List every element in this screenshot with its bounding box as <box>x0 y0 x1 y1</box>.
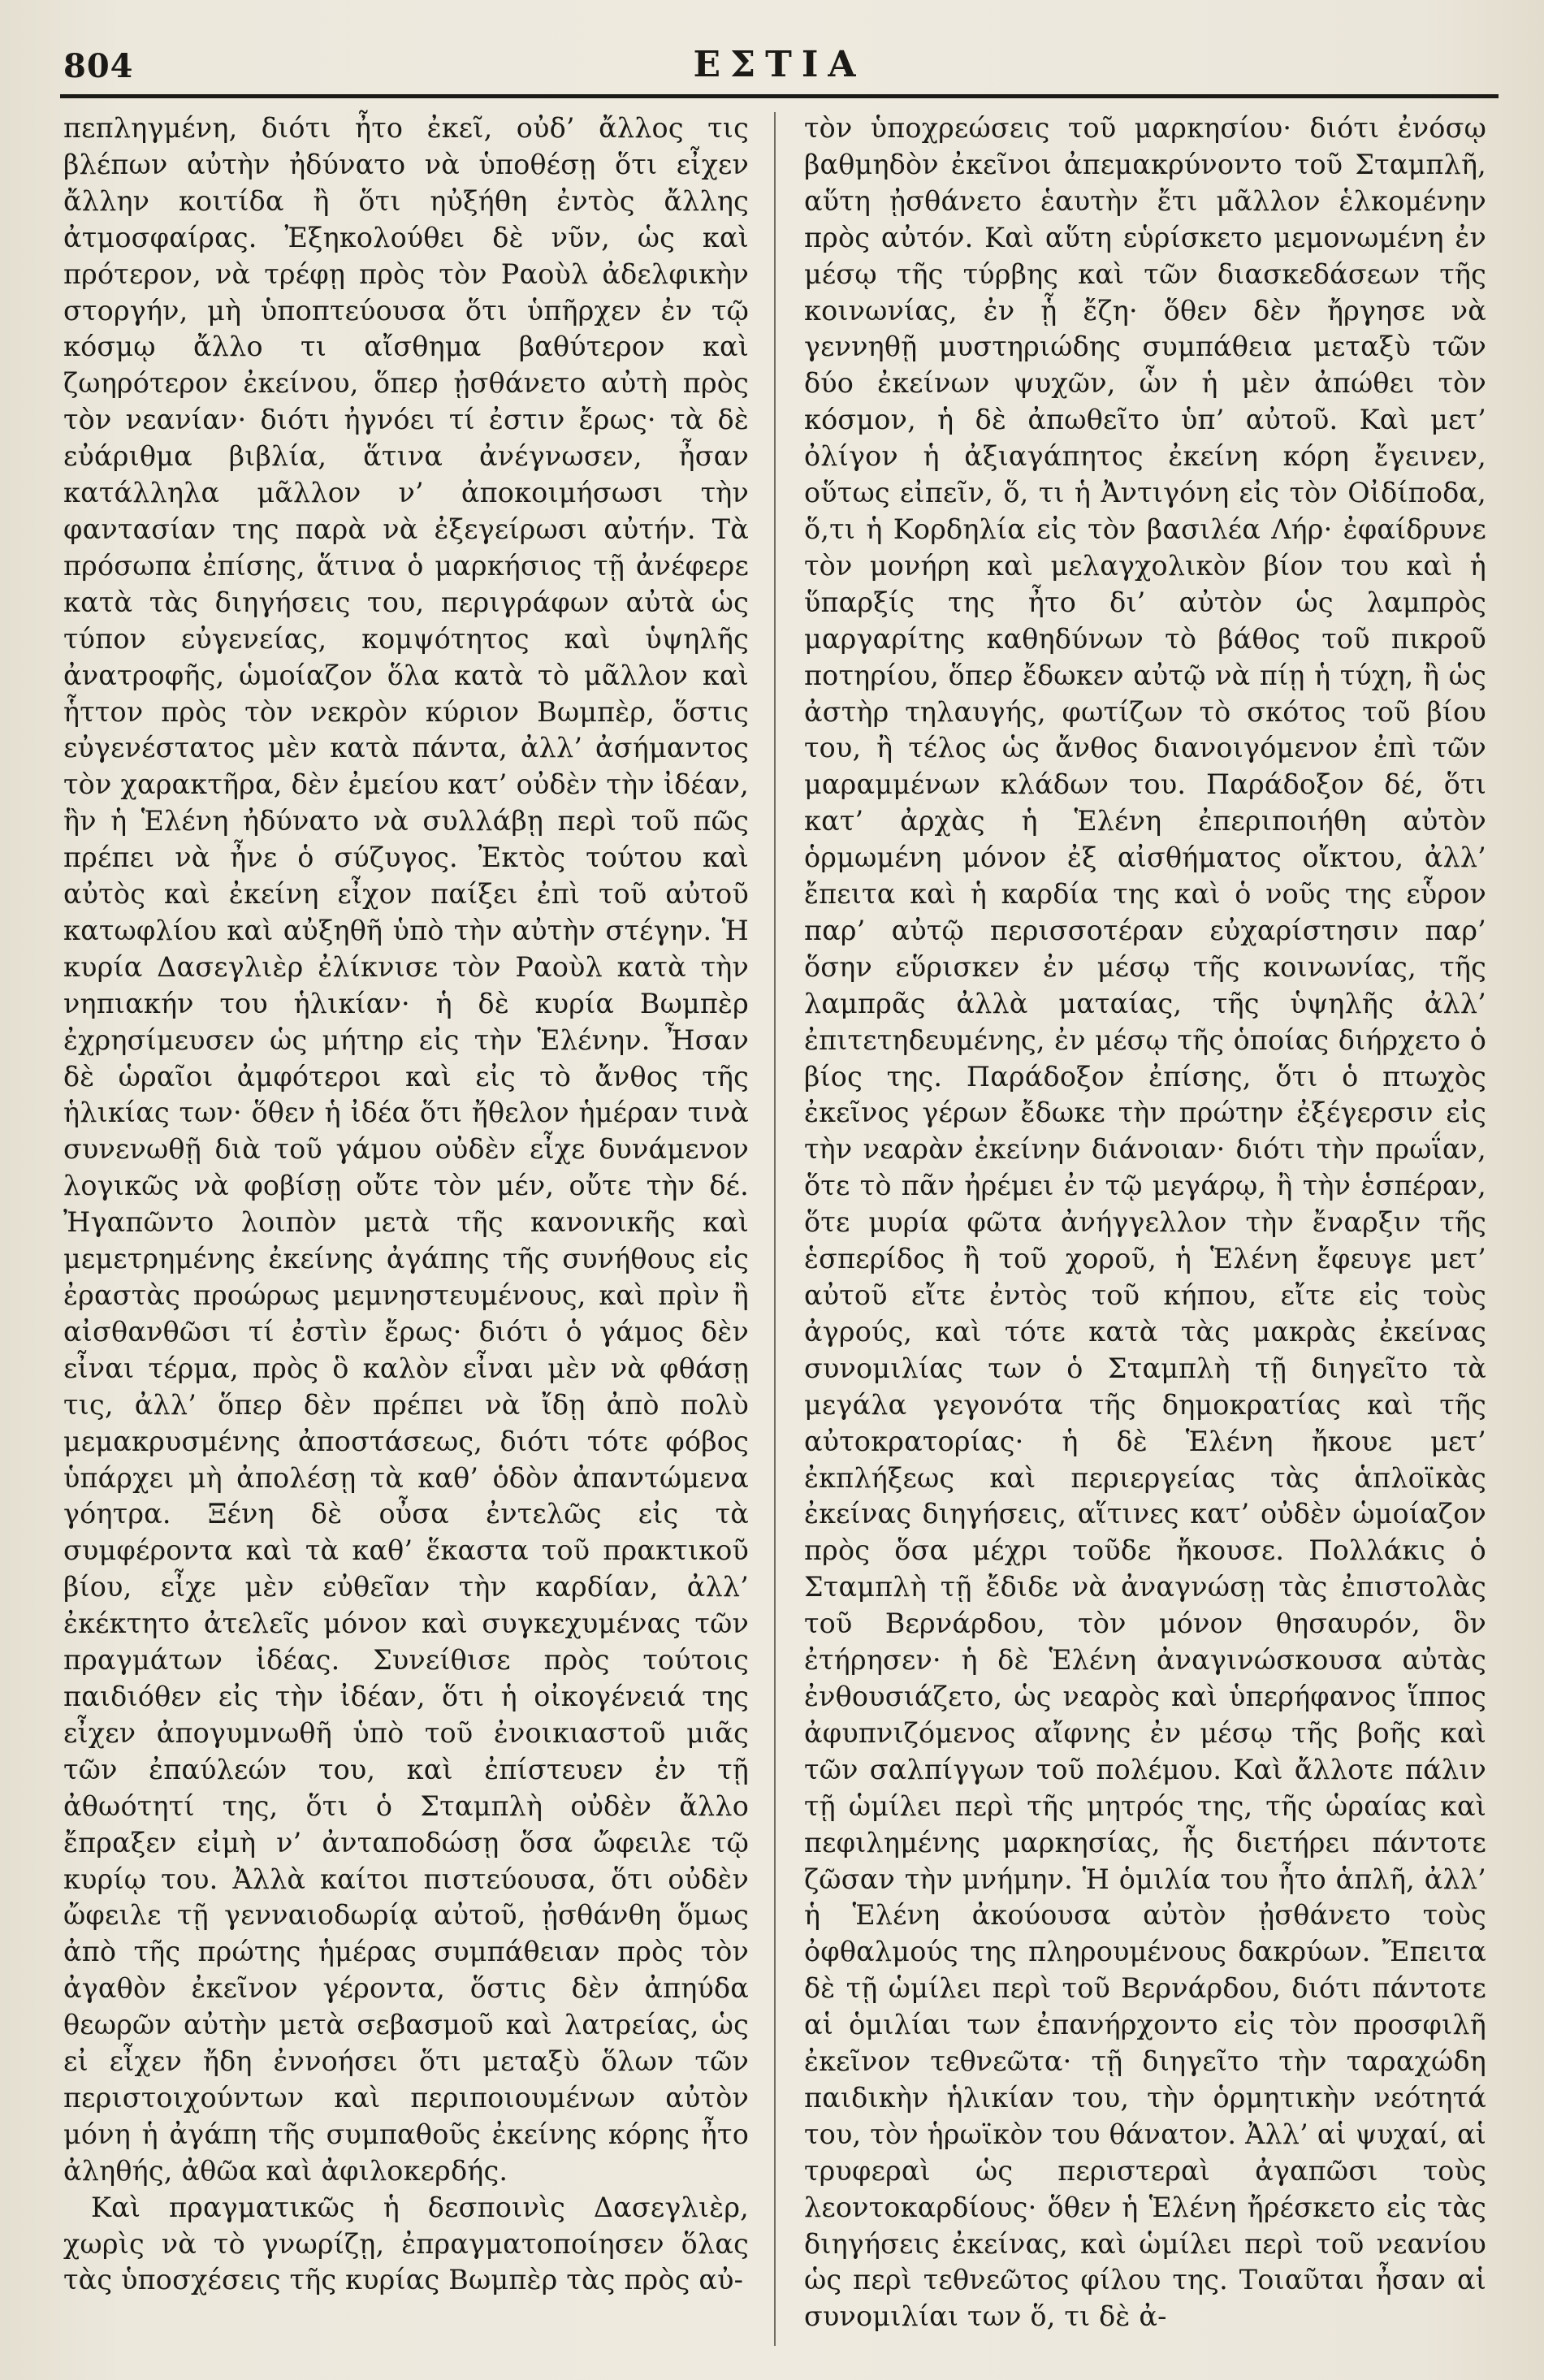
left-column <box>63 110 749 2299</box>
running-title: ΕΣΤΙΑ <box>693 44 866 85</box>
left-paragraph-1: πεπληγμένη, διότι ἦτο ἐκεῖ, οὐδ’ ἄλλος τις βλέπων αὐτὴν ἠδύνατο νὰ ὑποθέσῃ ὅτι εἶχεν ἄλλην κοιτίδα ἢ ὅτι ηὐξήθη ἐντὸς ἄλλης ἀτμοσφαίρας. Ἐξηκολούθει δὲ νῦν, ὡς καὶ πρότερον, νὰ τρέφῃ πρὸς τὸν Ραοὺλ ἀδελφικὴν στοργήν, μὴ ὑποπτεύουσα ὅτι ὑπῆρχεν ἐν τῷ κόσμῳ ἄλλο τι αἴσθημα βαθύτερον καὶ ζωηρότερον ἐκείνου, ὅπερ ᾐσθάνετο αὐτὴ πρὸς τὸν νεανίαν· διότι ἠγνόει τί ἐστιν ἔρως· τὰ δὲ εὐάριθμα βιβλία, ἅτινα ἀνέγνωσεν, ἦσαν κατάλληλα μᾶλλον ν’ ἀποκοιμήσωσι τὴν φαντασίαν της παρὰ νὰ ἐξεγείρωσι αὐτήν. Τὰ πρόσωπα ἐπίσης, ἅτινα ὁ μαρκήσιος τῇ ἀνέφερε κατὰ τὰς διηγήσεις του, περιγράφων αὐτὰ ὡς τύπον εὐγενείας, κομψότητος καὶ ὑψηλῆς ἀνατροφῆς, ὡμοίαζον ὅλα κατὰ τὸ μᾶλλον καὶ ἧττον πρὸς τὸν νεκρὸν κύριον Βωμπὲρ, ὅστις εὐγενέστατος μὲν κατὰ πάντα, ἀλλ’ ἀσήμαντος τὸν χαρακτῆρα, δὲν ἐμείου κατ’ οὐδὲν τὴν ἰδέαν, ἣν ἡ Ἑλένη ἠδύνατο νὰ συλλάβῃ περὶ τοῦ πῶς πρέπει νὰ ἦνε ὁ σύζυγος. Ἐκτὸς τούτου καὶ αὐτὸς καὶ ἐκείνη εἶχον παίξει ἐπὶ τοῦ αὐτοῦ κατωφλίου καὶ αὐξηθῆ ὑπὸ τὴν αὐτὴν στέγην. Ἡ κυρία Δασεγλιὲρ ἐλίκνισε τὸν Ραοὺλ κατὰ τὴν νηπιακήν του ἡλικίαν· ἡ δὲ κυρία Βωμπὲρ ἐχρησίμευσεν ὡς μήτηρ εἰς τὴν Ἑλένην. Ἦσαν δὲ ὡραῖοι ἀμφότεροι καὶ εἰς τὸ ἄνθος τῆς ἡλικίας των· ὅθεν ἡ ἰδέα ὅτι ἤθελον ἡμέραν τινὰ συνενωθῇ διὰ τοῦ γάμου οὐδὲν εἶχε δυνάμενον λογικῶς νὰ φοβίσῃ οὔτε τὸν μέν, οὔτε τὴν δέ. Ἠγαπῶντο λοιπὸν μετὰ τῆς κανονικῆς καὶ μεμετρημένης ἐκείνης ἀγάπης τῆς συνήθους εἰς ἐραστὰς προώρως μεμνηστευμένους, καὶ πρὶν ἢ αἰσθανθῶσι τί ἐστὶν ἔρως· διότι ὁ γάμος δὲν εἶναι τέρμα, πρὸς ὃ καλὸν εἶναι μὲν νὰ φθάσῃ τις, ἀλλ’ ὅπερ δὲν πρέπει νὰ ἴδῃ ἀπὸ πολὺ μεμακρυσμένης ἀποστάσεως, διότι τότε φόβος ὑπάρχει μὴ ἀπολέσῃ τὰ καθ’ ὁδὸν ἀπαντώμενα γόητρα. Ξένη δὲ οὖσα ἐντελῶς εἰς τὰ συμφέροντα καὶ τὰ καθ’ ἕκαστα τοῦ πρακτικοῦ βίου, εἶχε μὲν εὐθεῖαν τὴν καρδίαν, ἀλλ’ ἐκέκτητο ἀτελεῖς μόνον καὶ συγκεχυμένας τῶν πραγμάτων ἰδέας. Συνείθισε πρὸς τούτοις παιδιόθεν εἰς τὴν ἰδέαν, ὅτι ἡ οἰκογένειά της εἶχεν ἀπογυμνωθῆ ὑπὸ τοῦ ἐνοικιαστοῦ μιᾶς τῶν ἐπαύλεών του, καὶ ἐπίστευεν ἐν τῇ ἀθωότητί της, ὅτι ὁ Σταμπλὴ οὐδὲν ἄλλο ἔπραξεν εἰμὴ ν’ ἀνταποδώσῃ ὅσα ὤφειλε τῷ κυρίῳ του. Ἀλλὰ καίτοι πιστεύουσα, ὅτι οὐδὲν ὤφειλε τῇ γενναιοδωρίᾳ αὐτοῦ, ᾐσθάνθη ὅμως ἀπὸ τῆς πρώτης ἡμέρας συμπάθειαν πρὸς τὸν ἀγαθὸν ἐκεῖνον γέροντα, ὅστις δὲν ἀπηύδα θεωρῶν αὐτὴν μετὰ σεβασμοῦ καὶ λατρείας, ὡς εἰ εἶχεν ἤδη ἐννοήσει ὅτι μεταξὺ ὅλων τῶν περιστοιχούντων καὶ περιποιουμένων αὐτὸν μόνη ἡ ἀγάπη τῆς συμπαθοῦς ἐκείνης κόρης ἦτο ἀληθής, ἀθῶα καὶ ἀφιλοκερδής. <box>63 112 749 2187</box>
left-paragraph-2: Καὶ πραγματικῶς ἡ δεσποινὶς Δασεγλιὲρ, χωρὶς νὰ τὸ γνωρίζῃ, ἐπραγματοποίησεν ὅλας τὰς ὑποσχέσεις τῆς κυρίας Βωμπὲρ τὰς πρὸς αὐ- <box>63 2191 749 2296</box>
right-paragraph-1: τὸν ὑποχρεώσεις τοῦ μαρκησίου· διότι ἐνόσῳ βαθμηδὸν ἐκεῖνοι ἀπεμακρύνοντο τοῦ Σταμπλῆ, αὕτη ᾐσθάνετο ἑαυτὴν ἔτι μᾶλλον ἑλκομένην πρὸς αὐτόν. Καὶ αὕτη εὑρίσκετο μεμονωμένη ἐν μέσῳ τῆς τύρβης καὶ τῶν διασκεδάσεων τῆς κοινωνίας, ἐν ᾗ ἔζη· ὅθεν δὲν ἤργησε νὰ γεννηθῇ μυστηριώδης συμπάθεια μεταξὺ τῶν δύο ἐκείνων ψυχῶν, ὧν ἡ μὲν ἀπώθει τὸν κόσμον, ἡ δὲ ἀπωθεῖτο ὑπ’ αὐτοῦ. Καὶ μετ’ ὀλίγον ἡ ἀξιαγάπητος ἐκείνη κόρη ἔγεινεν, οὕτως εἰπεῖν, ὅ, τι ἡ Ἀντιγόνη εἰς τὸν Οἰδίποδα, ὅ,τι ἡ Κορδηλία εἰς τὸν βασιλέα Λήρ· ἐφαίδρυνε τὸν μονήρη καὶ μελαγχολικὸν βίον του καὶ ἡ ὕπαρξίς της ἦτο δι’ αὐτὸν ὡς λαμπρὸς μαργαρίτης καθηδύνων τὸ βάθος τοῦ πικροῦ ποτηρίου, ὅπερ ἔδωκεν αὐτῷ νὰ πίῃ ἡ τύχη, ἢ ὡς ἀστὴρ τηλαυγής, φωτίζων τὸ σκότος τοῦ βίου του, ἢ τέλος ὡς ἄνθος διανοιγόμενον ἐπὶ τῶν μαραμμένων κλάδων του. Παράδοξον δέ, ὅτι κατ’ ἀρχὰς ἡ Ἑλένη ἐπεριποιήθη αὐτὸν ὁρμωμένη μόνον ἐξ αἰσθήματος οἴκτου, ἀλλ’ ἔπειτα καὶ ἡ καρδία της καὶ ὁ νοῦς της εὗρον παρ’ αὐτῷ περισσοτέραν εὐχαρίστησιν παρ’ ὅσην εὕρισκεν ἐν μέσῳ τῆς κοινωνίας, τῆς λαμπρᾶς ἀλλὰ ματαίας, τῆς ὑψηλῆς ἀλλ’ ἐπιτετηδευμένης, ἐν μέσῳ τῆς ὁποίας διήρχετο ὁ βίος της. Παράδοξον ἐπίσης, ὅτι ὁ πτωχὸς ἐκεῖνος γέρων ἔδωκε τὴν πρώτην ἐξέγερσιν εἰς τὴν νεαρὰν ἐκείνην διάνοιαν· διότι τὴν πρωΐαν, ὅτε τὸ πᾶν ἠρέμει ἐν τῷ μεγάρῳ, ἢ τὴν ἑσπέραν, ὅτε μυρία φῶτα ἀνήγγελλον τὴν ἔναρξιν τῆς ἑσπερίδος ἢ τοῦ χοροῦ, ἡ Ἑλένη ἔφευγε μετ’ αὐτοῦ εἴτε ἐντὸς τοῦ κήπου, εἴτε εἰς τοὺς ἀγρούς, καὶ τότε κατὰ τὰς μακρὰς ἐκείνας συνομιλίας των ὁ Σταμπλὴ τῇ διηγεῖτο τὰ μεγάλα γεγονότα τῆς δημοκρατίας καὶ τῆς αὐτοκρατορίας· ἡ δὲ Ἑλένη ἤκουε μετ’ ἐκπλήξεως καὶ περιεργείας τὰς ἁπλοϊκὰς ἐκείνας διηγήσεις, αἵτινες κατ’ οὐδὲν ὡμοίαζον πρὸς ὅσα μέχρι τοῦδε ἤκουσε. Πολλάκις ὁ Σταμπλὴ τῇ ἔδιδε νὰ ἀναγνώσῃ τὰς ἐπιστολὰς τοῦ Βερνάρδου, τὸν μόνον θησαυρόν, ὃν ἐτήρησεν· ἡ δὲ Ἑλένη ἀναγινώσκουσα αὐτὰς ἐνθουσιάζετο, ὡς νεαρὸς καὶ ὑπερήφανος ἵππος ἀφυπνιζόμενος αἴφνης ἐν μέσῳ τῆς βοῆς καὶ τῶν σαλπίγγων τοῦ πολέμου. Καὶ ἄλλοτε πάλιν τῇ ὡμίλει περὶ τῆς μητρός της, τῆς ὡραίας καὶ πεφιλημένης μαρκησίας, ἧς διετήρει πάντοτε ζῶσαν τὴν μνήμην. Ἡ ὁμιλία του ἦτο ἁπλῆ, ἀλλ’ ἡ Ἑλένη ἀκούουσα αὐτὸν ᾐσθάνετο τοὺς ὀφθαλμούς της πληρουμένους δακρύων. Ἔπειτα δὲ τῇ ὡμίλει περὶ τοῦ Βερνάρδου, διότι πάντοτε αἱ ὁμιλίαι των ἐπανήρχοντο εἰς τὸν προσφιλῆ ἐκεῖνον τεθνεῶτα· τῇ διηγεῖτο τὴν ταραχώδη παιδικὴν ἡλικίαν του, τὴν ὁρμητικὴν νεότητά του, τὸν ἡρωϊκὸν του θάνατον. Ἀλλ’ αἱ ψυχαί, αἱ τρυφεραὶ ὡς περιστεραὶ ἀγαπῶσι τοὺς λεοντοκαρδίους· ὅθεν ἡ Ἑλένη ἤρέσκετο εἰς τὰς διηγήσεις ἐκείνας, καὶ ὡμίλει περὶ τοῦ νεανίου ὡς περὶ τεθνεῶτος φίλου της. Τοιαῦται ἦσαν αἱ συνομιλίαι των ὅ, τι δὲ ἀ- <box>804 112 1486 2333</box>
column-divider <box>774 112 776 2346</box>
header-rule <box>60 94 1499 98</box>
page-number: 804 <box>63 47 134 85</box>
right-column <box>804 110 1486 2335</box>
page-header <box>63 32 1495 89</box>
